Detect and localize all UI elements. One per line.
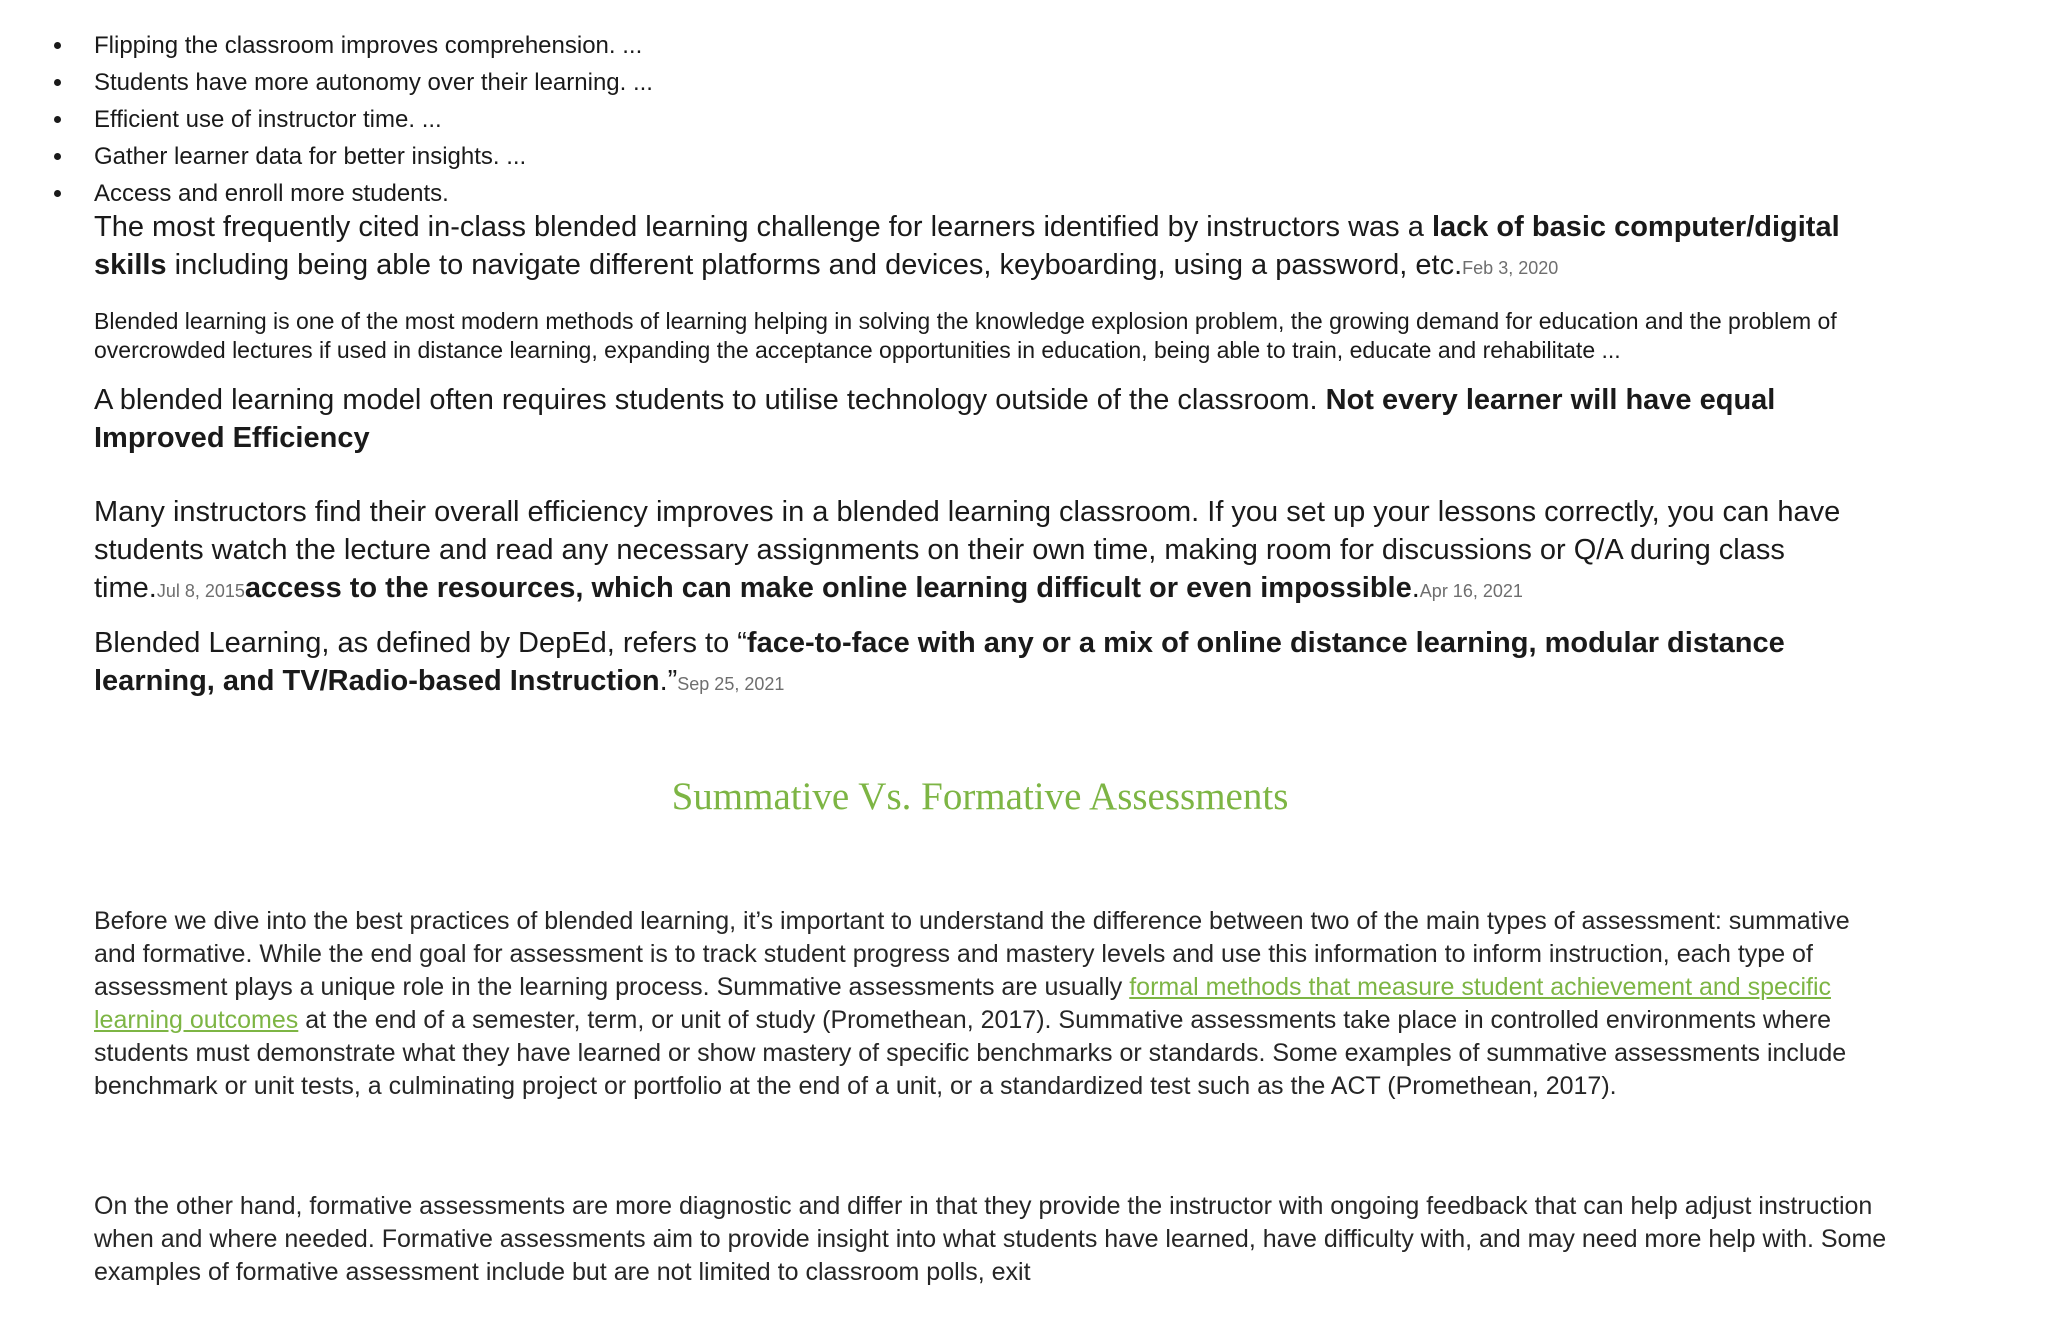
paragraph-text: Blended Learning, as defined by DepEd, refers to “: [94, 627, 747, 659]
section-heading: Summative Vs. Formative Assessments: [671, 775, 1289, 818]
paragraph-text: Many instructors find their overall efficiency improves in a blended learning classroom. If you set up your lessons correctly, you can have students watch the lecture and read any necessary assignments on their own time, making room for discussions or Q/A during class time.: [94, 496, 1841, 604]
paragraph-text: .: [1411, 572, 1420, 604]
paragraph-text: Blended learning is one of the most modern methods of learning helping in solving the knowledge explosion problem, the growing demand for education and the problem of overcrowded lectures if used in distance learning, expanding the acceptance opportunities in education, being able to train, educate and rehabilitate ...: [94, 308, 1837, 363]
bullet-icon: [54, 42, 61, 49]
bullet-icon: [54, 190, 61, 197]
paragraph-text: at the end of a semester, term, or unit of study (Promethean, 2017). Summative assessments take place in controlled environments where students must demonstrate what they have learned or show mastery of specific benchmarks or standards. Some examples of summative assessments include benchmark or unit tests, a culminating project or portfolio at the end of a unit, or a standardized test such as the ACT (Promethean, 2017).: [94, 1006, 1847, 1100]
list-item: [0, 175, 653, 212]
paragraph-text: On the other hand, formative assessments are more diagnostic and differ in that they provide the instructor with ongoing feedback that can help adjust instruction when and where needed. Formative assessments aim to provide insight into what students have learned, have difficulty with, and may need more help with. Some examples of formative assessment include but are not limited to classroom polls, exit: [94, 1192, 1887, 1286]
paragraph-line: [94, 381, 1874, 419]
bullet-icon: [54, 79, 61, 86]
list-item: [0, 27, 653, 64]
paragraph-text: A blended learning model often requires students to utilise technology outside of the classroom.: [94, 384, 1326, 416]
paragraph-challenge: [94, 208, 1874, 287]
paragraph-text: .”: [659, 665, 678, 697]
list-item-text: Gather learner data for better insights. ...: [94, 143, 527, 170]
emphasis-text: access to the resources, which can make online learning difficult or even impossible: [244, 572, 1412, 604]
paragraph-line: [94, 493, 1874, 610]
list-item-text: Efficient use of instructor time. ...: [94, 106, 442, 133]
bullet-icon: [54, 116, 61, 123]
emphasis-text: lack of basic computer/digital skills: [94, 211, 1840, 281]
date-label: Feb 3, 2020: [1462, 258, 1559, 278]
paragraph-deped: [94, 624, 1874, 703]
paragraph-blended-definition: [94, 307, 1874, 365]
list-item: [0, 138, 653, 175]
list-item-text: Access and enroll more students.: [94, 180, 449, 207]
date-label: Apr 16, 2021: [1419, 581, 1523, 601]
formal-methods-link[interactable]: formal methods that measure student achievement and specific learning outcomes: [94, 973, 1831, 1034]
list-item-text: Flipping the classroom improves comprehension. ...: [94, 32, 643, 59]
list-item: [0, 64, 653, 101]
paragraph-technology: [94, 381, 1874, 610]
paragraph-formative: [94, 1190, 1894, 1289]
date-label: Jul 8, 2015: [156, 581, 245, 601]
list-item-text: Students have more autonomy over their learning. ...: [94, 69, 653, 96]
paragraph-text: The most frequently cited in-class blended learning challenge for learners identified by instructors was a: [94, 211, 1432, 243]
list-item: [0, 101, 653, 138]
bullet-icon: [54, 153, 61, 160]
paragraph-text: including being able to navigate different platforms and devices, keyboarding, using a password, etc.: [166, 249, 1463, 281]
paragraph-summative: [94, 905, 1894, 1103]
subheading-text: Improved Efficiency: [94, 422, 370, 454]
spacer: [94, 457, 1874, 493]
emphasis-text: face-to-face with any or a mix of online distance learning, modular distance learning, and TV/Radio-based Instruction: [94, 627, 1785, 697]
emphasis-text: Not every learner will have equal: [1325, 384, 1776, 416]
paragraph-text: Before we dive into the best practices of blended learning, it’s important to understand the difference between two of the main types of assessment: summative and formative. While the end goal for assessment is to track student progress and mastery levels and use this information to inform instruction, each type of assessment plays a unique role in the learning process. Summative assessments are usually: [94, 907, 1850, 1001]
date-label: Sep 25, 2021: [677, 674, 785, 694]
paragraph-line: [94, 419, 1874, 457]
benefits-list: [0, 27, 653, 212]
